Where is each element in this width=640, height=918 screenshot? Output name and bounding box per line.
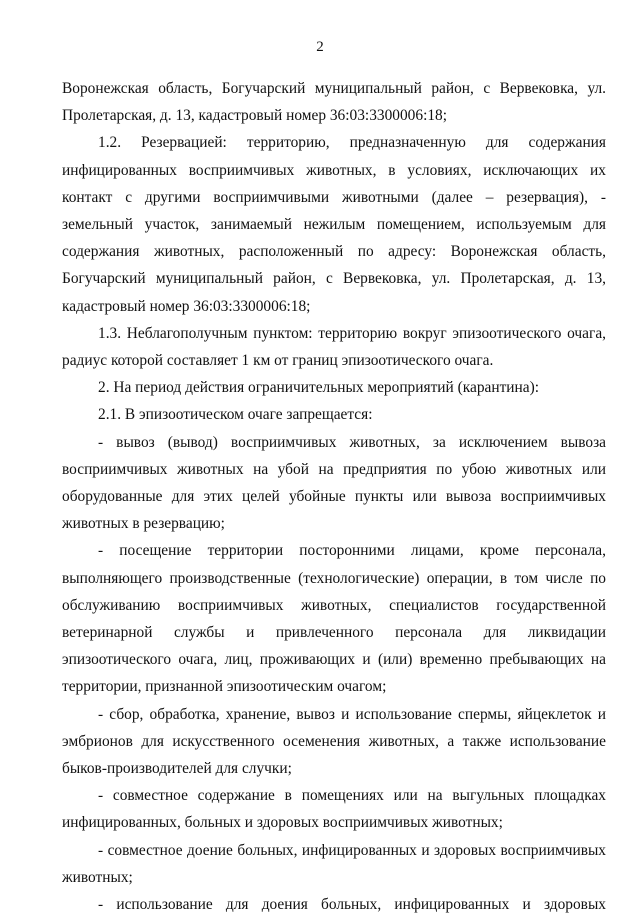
paragraph-address-continuation: Воронежская область, Богучарский муниципальный район, с Вервековка, ул. Пролетарская, д. 13, кадастровый номер 36:03:3300006:18; (62, 80, 606, 125)
paragraph-1-2-reservation: 1.2. Резервацией: территорию, предназначенную для содержания инфицированных восприимчивых животных, в условиях, исключающих их контакт с другими восприимчивыми животными (далее – резервация), - земельный участок, занимаемый нежилым помещением, используемым для содержания животных, расположенный по адресу: Воронежская область, Богучарский муниципальный район, с Вервековка, ул. Пролетарская, д. 13, кадастровый номер 36:03:3300006:18; (62, 134, 606, 315)
paragraph-2-1-prohibitions: 2.1. В эпизоотическом очаге запрещается: (98, 406, 373, 424)
list-item-keeping-ban: - совместное содержание в помещениях или на выгульных площадках инфицированных, больных и здоровых восприимчивых животных; (62, 787, 606, 832)
list-item-collection-ban: - сбор, обработка, хранение, вывоз и использование спермы, яйцеклеток и эмбрионов для искусственного осеменения животных, а также использование быков-производителей для случки; (62, 705, 606, 778)
list-item-visit-ban: - посещение территории посторонними лицами, кроме персонала, выполняющего производственные (технологические) операции, в том числе по обслуживанию восприимчивых животных, специалистов государственной ветеринарной службы и привлеченного персонала для ликвидации эпизоотического очага, лиц, проживающих и (или) временно пребывающих на территории, признанной эпизоотическим очагом; (62, 542, 606, 696)
list-item-milking-ban: - совместное доение больных, инфицированных и здоровых восприимчивых животных; (62, 841, 606, 886)
list-item-usage-ban: - использование для доения больных, инфицированных и здоровых (98, 896, 606, 914)
list-item-export-ban: - вывоз (вывод) восприимчивых животных, за исключением вывоза восприимчивых животных на убой на предприятия по убою животных или оборудованные для этих целей убойные пункты или вывоза восприимчивых животных в резервацию; (62, 433, 606, 533)
paragraph-2-quarantine-period: 2. На период действия ограничительных мероприятий (карантина): (98, 379, 540, 397)
document-body (62, 75, 606, 918)
page-number: 2 (316, 39, 324, 55)
paragraph-1-3-unfavorable-point: 1.3. Неблагополучным пунктом: территорию вокруг эпизоотического очага, радиус которой составляет 1 км от границ эпизоотического очага. (62, 324, 606, 370)
